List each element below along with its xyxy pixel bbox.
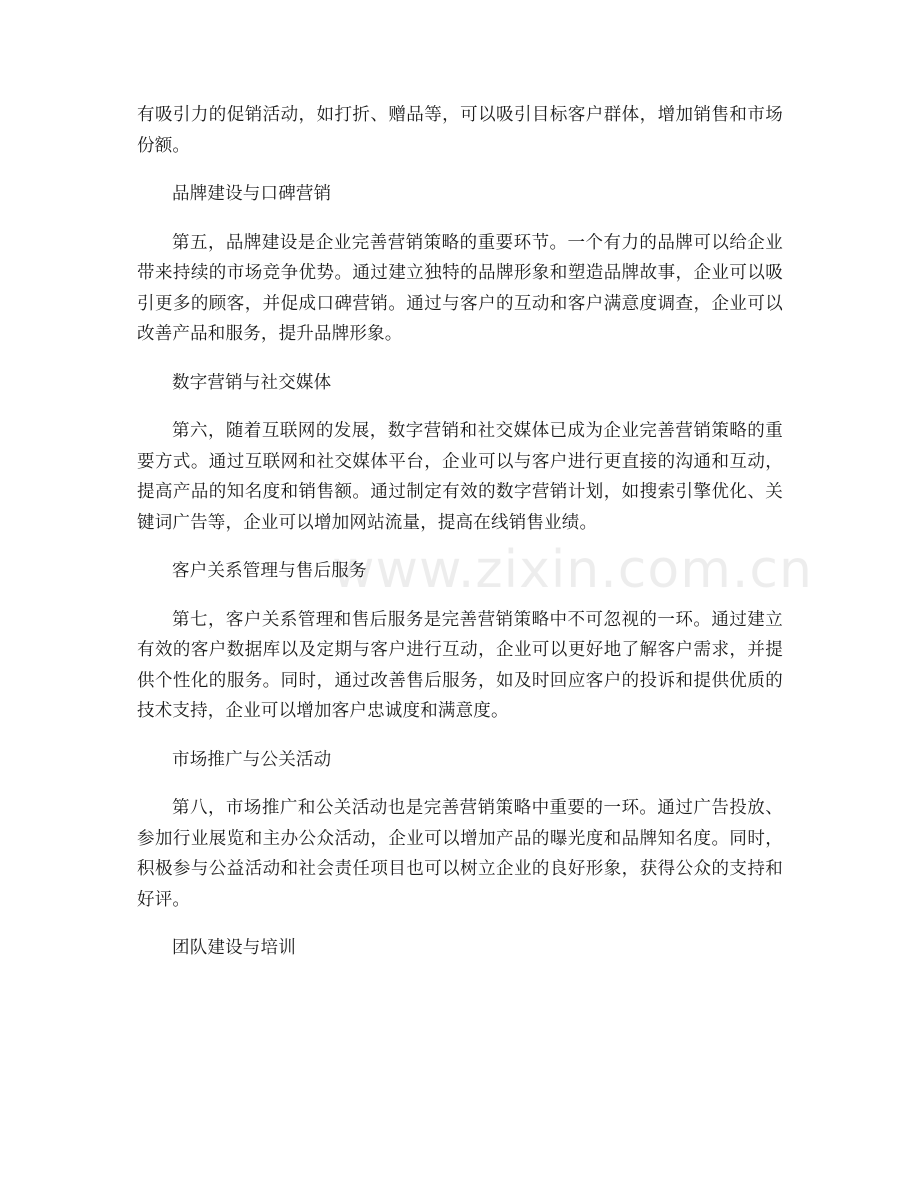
document-body xyxy=(137,100,783,982)
paragraph-marketing-pr: 第八，市场推广和公关活动也是完善营销策略中重要的一环。通过广告投放、参加行业展览和主办公众活动，企业可以增加产品的曝光度和品牌知名度。同时，积极参与公益活动和社会责任项目也可以树立企业的良好形象，获得公众的支持和好评。 xyxy=(137,798,783,910)
paragraph-crm: 第七，客户关系管理和售后服务是完善营销策略中不可忽视的一环。通过建立有效的客户数据库以及定期与客户进行互动，企业可以更好地了解客户需求，并提供个性化的服务。同时，通过改善售后服务，如及时回应客户的投诉和提供优质的技术支持，企业可以增加客户忠诚度和满意度。 xyxy=(137,609,783,721)
watermark: www.zixin.com.cn xyxy=(332,540,813,600)
section-heading-marketing-pr: 市场推广与公关活动 xyxy=(172,749,332,770)
section-heading-crm: 客户关系管理与售后服务 xyxy=(172,561,367,581)
paragraph-brand-building: 第五，品牌建设是企业完善营销策略的重要环节。一个有力的品牌可以给企业带来持续的市场竞争优势。通过建立独特的品牌形象和塑造品牌故事，企业可以吸引更多的顾客，并促成口碑营销。通过与客户的互动和客户满意度调查，企业可以改善产品和服务，提升品牌形象。 xyxy=(137,232,783,344)
section-heading-digital-marketing: 数字营销与社交媒体 xyxy=(172,372,332,393)
paragraph-digital-marketing: 第六，随着互联网的发展，数字营销和社交媒体已成为企业完善营销策略的重要方式。通过互联网和社交媒体平台，企业可以与客户进行更直接的沟通和互动，提高产品的知名度和销售额。通过制定有效的数字营销计划，如搜索引擎优化、关键词广告等，企业可以增加网站流量，提高在线销售业绩。 xyxy=(137,421,783,533)
section-heading-brand: 品牌建设与口碑营销 xyxy=(172,184,332,204)
paragraph-promotion-continued: 有吸引力的促销活动，如打折、赠品等，可以吸引目标客户群体，增加销售和市场份额。 xyxy=(137,105,783,156)
section-heading-team-training: 团队建设与培训 xyxy=(172,938,296,958)
